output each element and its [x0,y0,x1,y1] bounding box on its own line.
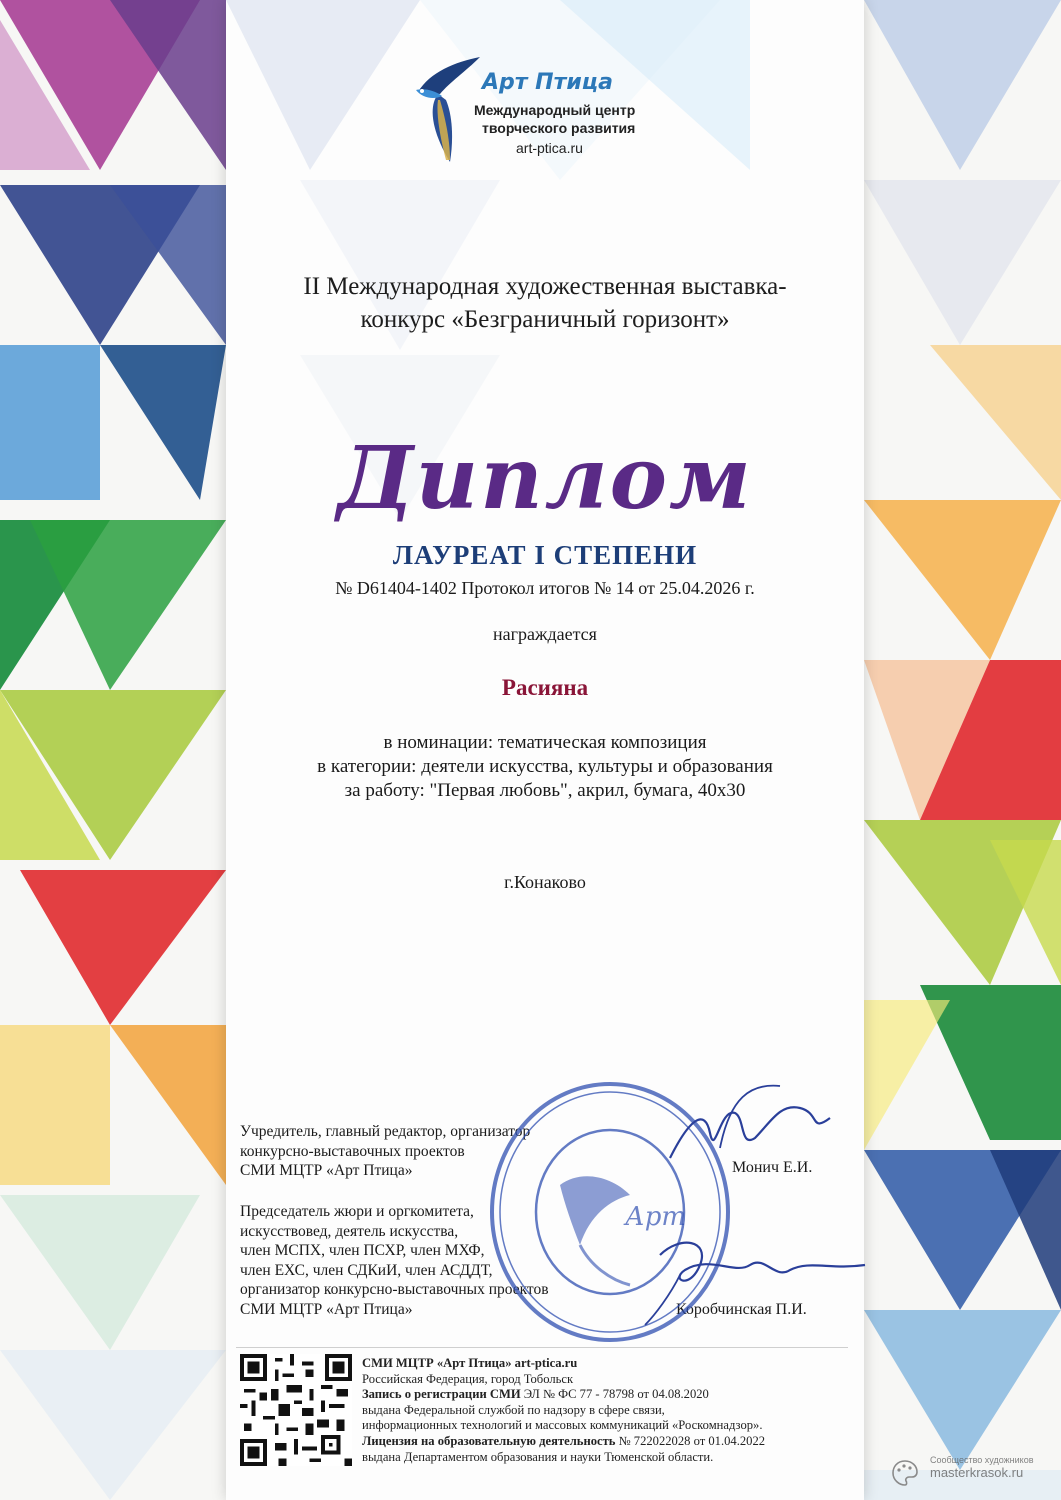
footer-divider [236,1347,848,1348]
triangle-decoration [0,1350,226,1500]
chair-role-line: организатор конкурсно-выставочных проектов [240,1281,549,1298]
logo-brand-name: Арт Птица [482,70,613,95]
stamp-center-text: Арт [625,1202,686,1232]
logo-website: art-ptica.ru [516,140,583,156]
logo-subtitle-line-1: Международный центр [474,102,636,118]
art-ptica-logo [410,52,660,172]
triangle-decoration [930,345,1061,500]
registration-number: ЭЛ № ФС 77 - 78798 от 04.08.2020 [520,1387,709,1402]
protocol-number: № D61404-1402 Протокол итогов № 14 от 25.04.2026 г. [335,578,755,598]
registration-label: Запись о регистрации СМИ [362,1387,521,1402]
artwork-line: за работу: "Первая любовь", акрил, бумага, 40х30 [344,780,746,801]
publisher-name: СМИ МЦТР «Арт Птица» art-ptica.ru [362,1356,578,1370]
logo-subtitle-line-2: творческого развития [482,120,636,136]
chair-role-line: Председатель жюри и оргкомитета, [240,1203,474,1220]
chair-role-line: член ЕХС, член СДКиИ, член АСДДТ, [240,1261,493,1279]
license-issuer: выдана Департаментом образования и науки Тюменской области. [362,1449,714,1464]
founder-role-line: конкурсно-выставочных проектов [240,1142,465,1160]
category-line: в категории: деятели искусства, культуры и образования [317,756,773,777]
registration-issuer-line-1: выдана Федеральной службой по надзору в сфере связи, [362,1402,665,1417]
triangle-decoration [100,345,226,500]
chair-role-line: искусствовед, деятель искусства, [240,1222,459,1240]
watermark-site: masterkrasok.ru [930,1465,1024,1480]
registration-issuer-line-2: информационных технологий и массовых коммуникаций «Роскомнадзор». [362,1418,763,1433]
founder-handwritten-signature [660,1078,840,1188]
winner-name: Расияна [501,675,589,700]
palette-icon [890,1458,920,1488]
triangle-decoration [864,1310,1061,1470]
license-number: № 722022028 от 01.04.2022 [615,1433,766,1448]
triangle-decoration [864,500,1061,660]
event-title [226,270,864,336]
award-details [226,731,864,803]
triangle-decoration [864,0,1061,170]
awarded-label: награждается [493,624,597,644]
triangle-decoration [0,1195,200,1350]
triangle-decoration [30,520,226,690]
nomination-line: в номинации: тематическая композиция [383,732,707,753]
founder-name: Монич Е.И. [732,1159,813,1176]
event-title-line-2: конкурс «Безграничный горизонт» [360,306,730,333]
event-title-line-1: II Международная художественная выставка- [303,273,787,300]
triangle-decoration [0,1025,110,1185]
publisher-location: Российская Федерация, город Тобольск [362,1371,574,1386]
diploma-heading: Диплом [337,428,753,529]
qr-code[interactable] [240,1354,352,1466]
city: г.Конаково [504,872,586,892]
watermark-caption: Сообщество художников [930,1455,1034,1465]
publisher-info [362,1356,765,1465]
chair-name: Коробчинская П.И. [676,1301,807,1318]
chair-role-line: СМИ МЦТР «Арт Птица» [240,1300,413,1318]
laureate-degree: ЛАУРЕАТ I СТЕПЕНИ [392,540,698,570]
triangle-decoration [864,1000,950,1150]
triangle-decoration [20,870,226,1025]
chair-handwritten-signature [640,1225,870,1330]
founder-role-line: Учредитель, главный редактор, организатор [240,1123,531,1140]
chair-role-line: член МСПХ, член ПСХР, член МХФ, [240,1242,485,1259]
founder-role-line: СМИ МЦТР «Арт Птица» [240,1162,413,1179]
triangle-decoration [110,1025,226,1185]
watermark [930,1455,1033,1480]
triangle-decoration [864,180,1061,345]
license-label: Лицензия на образовательную деятельность [362,1433,616,1448]
triangle-decoration [0,345,100,500]
